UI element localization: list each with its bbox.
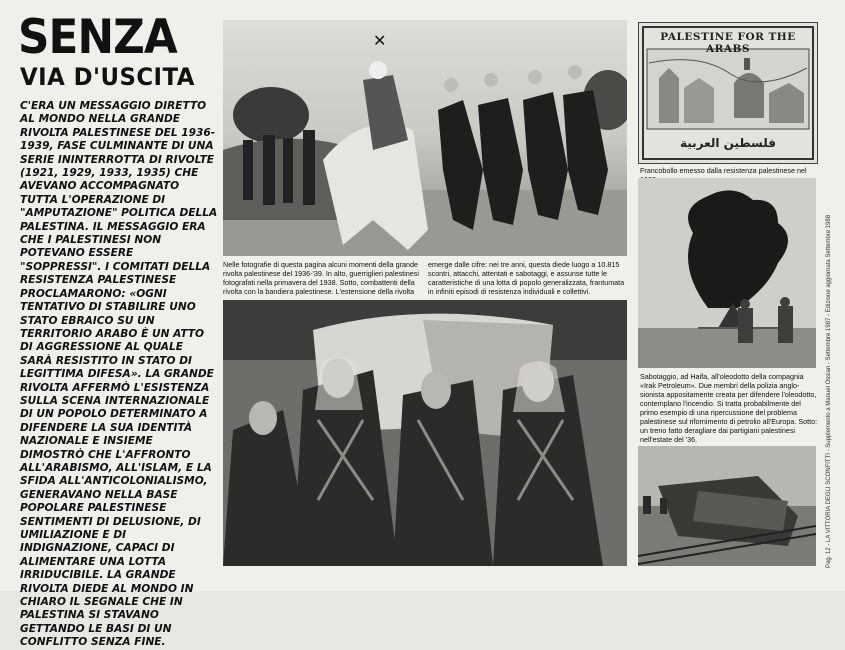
page-subtitle: VIA D'USCITA	[20, 63, 195, 91]
caption-haifa: Sabotaggio, ad Haifa, all'oleodotto della compagnia «Irak Petroleum». Due membri della polizia anglo-sionista appositamente creata per difendere l'oleodotto, contemplano l'incendio. Si tratta probabilmente del primo esempio di una ripercussione del problema palestinese sul rifornimento di petrolio all'Europa. Sotto: un treno fatto deragliare dai partigiani palestinesi nell'estate del '36.	[640, 372, 818, 444]
caption-main-left: Nelle fotografie di questa pagina alcuni momenti della grande rivolta palestinese del 1936-'39. In alto, guerriglieri palestinesi fotografati nella primavera del 1938. Sotto, combattenti della rivolta con la bandiera palestinese. L'estensione della rivolta	[223, 260, 419, 296]
body-text: C'ERA UN MESSAGGIO DIRETTO AL MONDO NELLA GRANDE RIVOLTA PALESTINESE DEL 1936-1939, FASE CULMINANTE DI UNA SERIE ININTERROTTA DI RIVOLTE (1921, 1929, 1933, 1935) CHE AVEVANO ACCOMPAGNATO TUTTA L'OPERAZIONE DI "AMPUTAZIONE" POLITICA DELLA PALESTINA. IL MESSAGGIO ERA CHE I PALESTINESI NON POTEVANO ESSERE "SOPPRESSI". I COMITATI DELLA RESISTENZA PALESTINESE PROCLAMARONO: «OGNI TENTATIVO DI STABILIRE UNO STATO EBRAICO SU UN TERRITORIO ARABO È UN ATTO DI AGGRESSIONE AL QUALE SARÀ RESISTITO IN STATO DI LEGITTIMA DIFESA». LA GRANDE RIVOLTA AFFERMÒ L'ESISTENZA SULLA SCENA INTERNAZIONALE DI UN POPOLO DETERMINATO A DIFENDERE LA SUA IDENTITÀ NAZIONALE E INSIEME DIMOSTRÒ CHE L'AFFRONTO ALL'ARABISMO, ALL'ISLAM, E LA SFIDA ALL'ANTICOLONIALISMO, GENERAVANO NELLA BASE POPOLARE PALESTINESE SENTIMENTI DI DELUSIONE, DI UMILIAZIONE E DI INDIGNAZIONE, CAPACI DI ALIMENTARE UNA LOTTA IRRIDUCIBILE. LA GRANDE RIVOLTA DIEDE AL MONDO IN CHIARO IL SEGNALE CHE IN PALESTINA SI STAVANO GETTANDO LE BASI DI UN CONFLITTO SENZA FINE.	[20, 100, 218, 649]
svg-text:✕: ✕	[373, 31, 387, 50]
caption-stamp: Francobollo emesso dalla resistenza palestinese nel	[640, 166, 807, 175]
photo-derailed-train	[638, 446, 816, 566]
stamp-arabic: فلسطين العربية	[679, 136, 777, 150]
stamp-title: PALESTINE FOR THE ARABS	[660, 31, 796, 55]
photo-horsemen	[223, 20, 627, 256]
side-note: Pag. 12 - LA VITTORIA DEGLI SCONFITTI - Supplemento a Manuel Ossian - Settembre 1987 - Edizione aggiornata Settembre 1988	[826, 214, 832, 568]
stamp-image	[638, 22, 818, 164]
photo-haifa-smoke	[638, 178, 816, 368]
caption-main-right: emerge dalle cifre: nei tre anni, questa diede luogo a 10.815 scontri, attacchi, attentati e sabotaggi, e assunse tutte le caratteristiche di una lotta di popolo generalizzata, frantumata in infiniti episodi di resistenza individuali e collettivi.	[428, 260, 625, 296]
photo-fighters	[223, 300, 627, 566]
page-title: SENZA	[18, 10, 177, 65]
